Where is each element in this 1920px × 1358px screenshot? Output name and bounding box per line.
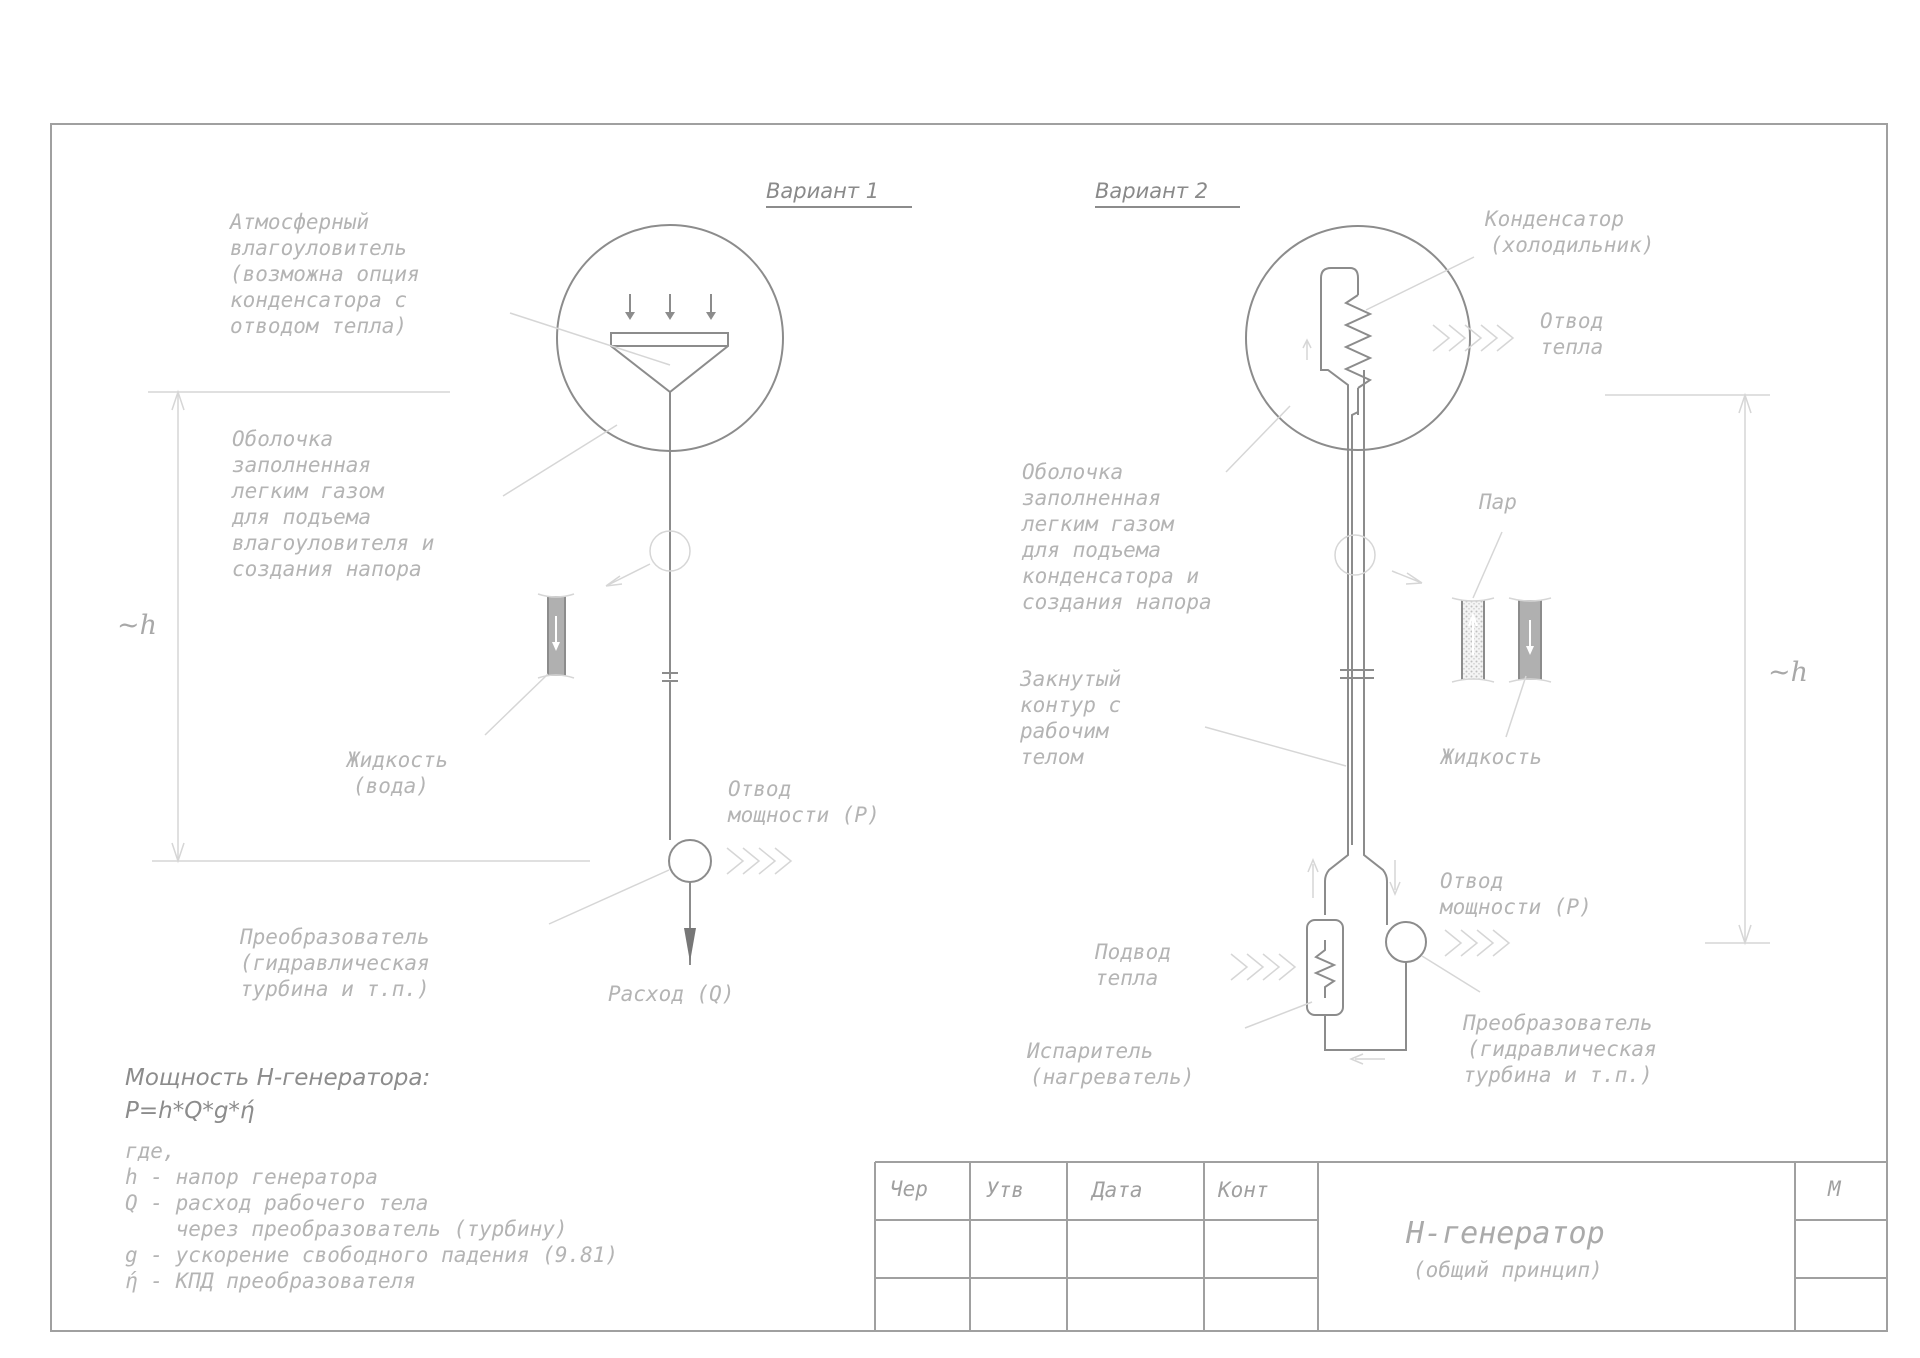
variant2-converter-label — [1462, 1011, 1657, 1087]
variant2-height-dimension — [1605, 395, 1770, 943]
svg-text:тепла: тепла — [1095, 966, 1159, 990]
drawing-subtitle: (общий принцип) — [1413, 1258, 1603, 1282]
svg-text:Отвод: Отвод — [1540, 309, 1604, 333]
variant1-height-label: ~h — [117, 610, 158, 641]
variant2-liquid-label: Жидкость — [1441, 745, 1543, 769]
loop-label — [1019, 667, 1121, 769]
condenser-coil — [1346, 295, 1370, 388]
svg-text:конденсатора и: конденсатора и — [1022, 564, 1200, 588]
svg-text:Отвод: Отвод — [1440, 869, 1504, 893]
title-block-col-approved: Утв — [986, 1178, 1024, 1202]
svg-text:турбина и т.п.): турбина и т.п.) — [240, 977, 430, 1001]
svg-text:заполненная: заполненная — [1022, 486, 1162, 510]
svg-text:Жидкость: Жидкость — [347, 748, 449, 772]
variant1-liquid-column — [538, 594, 574, 678]
title-block — [875, 1162, 1887, 1331]
variant1-shell-label — [231, 427, 434, 581]
variant1-power-label — [727, 777, 880, 827]
svg-text:создания напора: создания напора — [1022, 590, 1212, 614]
svg-text:g - ускорение свободного паден: g - ускорение свободного падения (9.81) — [125, 1243, 619, 1267]
rain-arrows-icon — [625, 294, 716, 320]
svg-text:(гидравлическая: (гидравлическая — [240, 951, 430, 975]
svg-text:мощности (P): мощности (P) — [1440, 895, 1592, 919]
svg-text:Испаритель: Испаритель — [1027, 1039, 1154, 1063]
up-arrow-icon-2 — [1308, 860, 1318, 898]
variant2-power-label — [1439, 869, 1592, 919]
variant2-height-label: ~h — [1768, 657, 1809, 688]
drawing-name: H-генератор — [1406, 1216, 1605, 1251]
svg-text:(гидравлическая: (гидравлическая — [1467, 1037, 1657, 1061]
variant2-shell-label — [1021, 460, 1212, 614]
sheet-scale-label: М — [1828, 1177, 1841, 1201]
left-arrow-icon — [1351, 1054, 1385, 1064]
variant2-loop-lower — [1325, 845, 1387, 925]
heat-out-chevrons-icon — [1433, 325, 1513, 351]
svg-text:телом: телом — [1020, 745, 1084, 769]
svg-text:контур с: контур с — [1020, 693, 1122, 717]
svg-text:Оболочка: Оболочка — [232, 427, 334, 451]
svg-text:легким газом: легким газом — [232, 479, 384, 503]
formula-where: где, — [125, 1139, 176, 1163]
svg-text:h - напор генератора: h - напор генератора — [125, 1165, 378, 1189]
svg-text:Преобразователь: Преобразователь — [240, 925, 430, 949]
svg-text:(холодильник): (холодильник) — [1490, 233, 1655, 257]
svg-text:мощности (P): мощности (P) — [728, 803, 880, 827]
heat-out-label — [1540, 309, 1603, 359]
flow-down-arrow-icon — [684, 928, 696, 962]
variant1-liquid-label — [345, 748, 448, 798]
evaporator-label — [1026, 1039, 1194, 1089]
up-arrow-icon — [1303, 340, 1311, 360]
condenser-label — [1484, 207, 1654, 257]
svg-text:Оболочка: Оболочка — [1022, 460, 1124, 484]
title-block-col-date: Дата — [1092, 1178, 1143, 1202]
svg-text:Отвод: Отвод — [728, 777, 792, 801]
svg-text:Закнутый: Закнутый — [1020, 667, 1122, 691]
moisture-catcher-funnel — [611, 333, 728, 392]
variant2-liquid-column — [1509, 598, 1551, 682]
svg-text:Преобразователь: Преобразователь — [1463, 1011, 1653, 1035]
power-out-chevrons-icon — [727, 848, 791, 874]
variant1-converter — [669, 840, 711, 882]
svg-text:Q - расход рабочего тела: Q - расход рабочего тела — [125, 1191, 429, 1215]
variant1-converter-label — [239, 925, 430, 1001]
svg-text:через преобразователь (турбину: через преобразователь (турбину) — [125, 1217, 568, 1241]
svg-text:влагоуловитель: влагоуловитель — [230, 236, 408, 260]
steam-column — [1452, 598, 1494, 682]
svg-text:конденсатора с: конденсатора с — [230, 288, 408, 312]
svg-text:заполненная: заполненная — [232, 453, 372, 477]
variant2-detail-marker — [1335, 535, 1375, 575]
svg-text:рабочим: рабочим — [1020, 719, 1109, 743]
title-block-col-drawn: Чер — [890, 1177, 928, 1201]
variant1-diagram — [117, 225, 791, 965]
svg-text:Атмосферный: Атмосферный — [230, 210, 370, 234]
svg-text:(вода): (вода) — [353, 774, 429, 798]
svg-text:тепла: тепла — [1540, 335, 1604, 359]
formula-definitions — [125, 1165, 618, 1293]
svg-text:Подвод: Подвод — [1095, 940, 1171, 964]
variant2-diagram — [1205, 226, 1808, 1064]
heat-in-label — [1094, 940, 1171, 990]
evaporator-heater — [1307, 920, 1343, 1015]
svg-text:турбина и т.п.): турбина и т.п.) — [1463, 1063, 1653, 1087]
svg-text:для подъема: для подъема — [1022, 538, 1162, 562]
variant1-catcher-label — [228, 210, 420, 338]
formula-expression: P=h*Q*g*ή — [125, 1098, 255, 1124]
svg-text:для подъема: для подъема — [232, 505, 372, 529]
svg-text:отводом тепла): отводом тепла) — [230, 314, 408, 338]
power-out-chevrons-icon-2 — [1445, 930, 1509, 956]
svg-text:(возможна опция: (возможна опция — [230, 262, 420, 286]
svg-text:создания напора: создания напора — [232, 557, 422, 581]
steam-label: Пар — [1479, 490, 1517, 514]
heat-in-chevrons-icon — [1231, 954, 1295, 980]
svg-text:(нагреватель): (нагреватель) — [1030, 1065, 1195, 1089]
variant2-converter — [1386, 922, 1426, 962]
variant1-flow-label: Расход (Q) — [608, 982, 735, 1006]
title-block-col-checked: Конт — [1218, 1178, 1269, 1202]
svg-text:влагоуловителя и: влагоуловителя и — [232, 531, 435, 555]
down-arrow-icon — [1390, 860, 1400, 894]
svg-text:ή - КПД преобразователя: ή - КПД преобразователя — [125, 1269, 416, 1293]
variant1-title: Вариант 1 — [766, 179, 880, 203]
svg-text:легким газом: легким газом — [1022, 512, 1174, 536]
variant2-title: Вариант 2 — [1095, 179, 1209, 203]
svg-text:Конденсатор: Конденсатор — [1485, 207, 1625, 231]
formula-title: Мощность H-генератора: — [125, 1065, 431, 1091]
